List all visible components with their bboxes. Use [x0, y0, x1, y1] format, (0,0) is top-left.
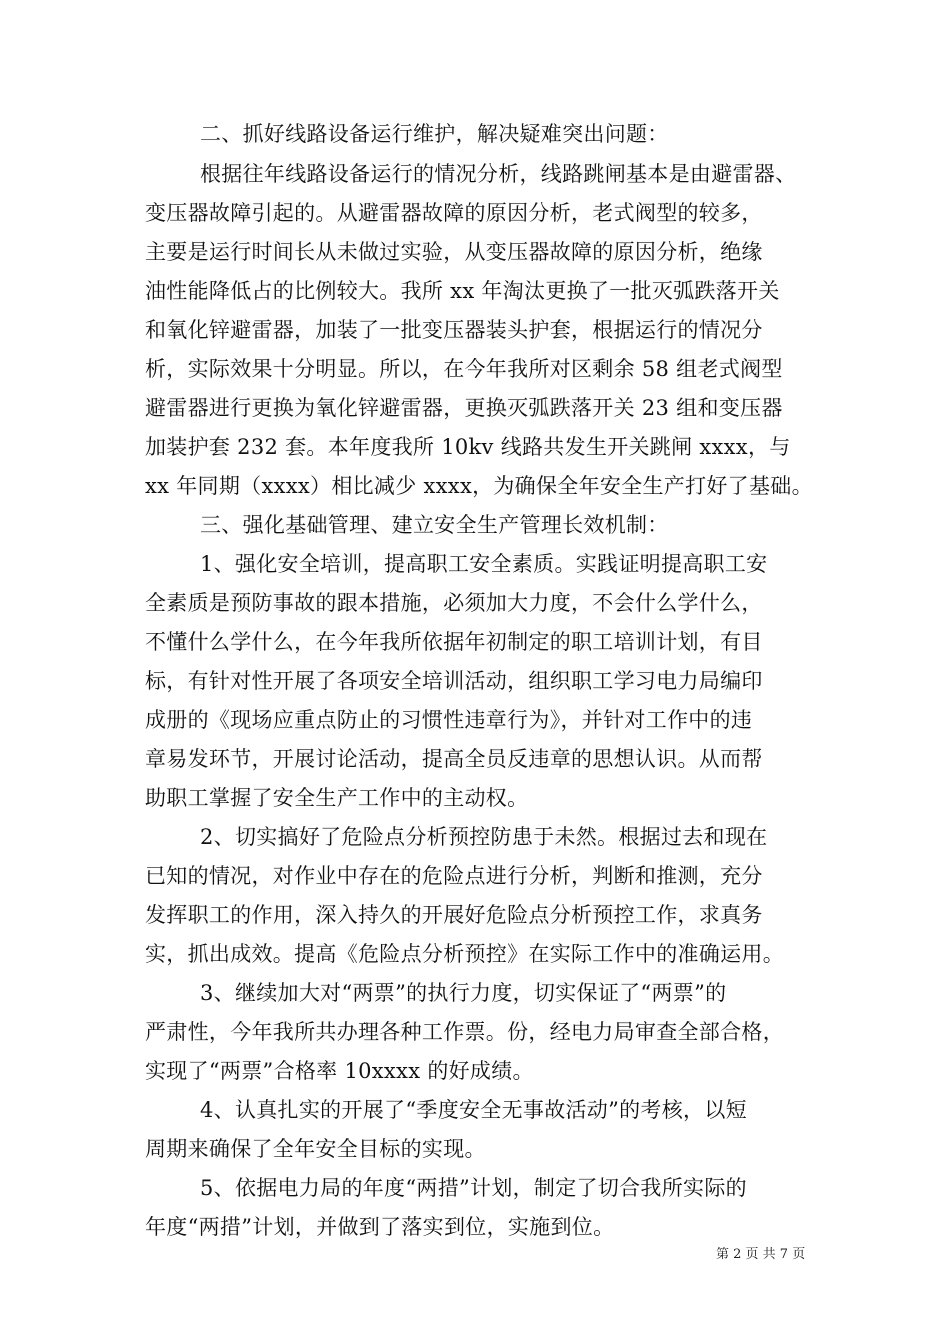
paragraph-line: xx 年同期（xxxx）相比减少 xxxx，为确保全年安全生产打好了基础。 — [145, 474, 813, 498]
paragraph-line: 章易发环节，开展讨论活动，提高全员反违章的思想认识。从而帮 — [145, 747, 763, 771]
paragraph-line: 加装护套 232 套。本年度我所 10kv 线路共发生开关跳闸 xxxx，与 — [145, 435, 791, 459]
paragraph-line: 全素质是预防事故的跟本措施，必须加大力度，不会什么学什么， — [145, 591, 763, 615]
paragraph-line: 实，抓出成效。提高《危险点分析预控》在实际工作中的准确运用。 — [145, 942, 784, 966]
paragraph-line: 析，实际效果十分明显。所以，在今年我所对区剩余 58 组老式阀型 — [145, 357, 783, 381]
paragraph-line: 实现了“两票”合格率 10xxxx 的好成绩。 — [145, 1059, 534, 1083]
paragraph-line: 周期来确保了全年安全目标的实现。 — [145, 1137, 486, 1161]
list-item-5: 5、依据电力局的年度“两措”计划，制定了切合我所实际的 — [200, 1176, 747, 1200]
paragraph-line: 油性能降低占的比例较大。我所 xx 年淘汰更换了一批灭弧跌落开关 — [145, 279, 780, 303]
paragraph-line: 发挥职工的作用，深入持久的开展好危险点分析预控工作，求真务 — [145, 903, 763, 927]
paragraph-line: 严肃性，今年我所共办理各种工作票。份，经电力局审查全部合格， — [145, 1020, 784, 1044]
paragraph-line: 避雷器进行更换为氧化锌避雷器，更换灭弧跌落开关 23 组和变压器 — [145, 396, 783, 420]
paragraph-line: 变压器故障引起的。从避雷器故障的原因分析，老式阀型的较多， — [145, 201, 763, 225]
paragraph-line: 和氧化锌避雷器，加装了一批变压器装头护套，根据运行的情况分 — [145, 318, 763, 342]
list-item-1: 1、强化安全培训，提高职工安全素质。实践证明提高职工安 — [200, 552, 768, 576]
paragraph-line: 成册的《现场应重点防止的习惯性违章行为》，并针对工作中的违 — [145, 708, 753, 732]
paragraph-line: 主要是运行时间长从未做过实验，从变压器故障的原因分析，绝缘 — [145, 240, 763, 264]
paragraph-line: 已知的情况，对作业中存在的危险点进行分析，判断和推测，充分 — [145, 864, 763, 888]
list-item-3: 3、继续加大对“两票”的执行力度，切实保证了“两票”的 — [200, 981, 727, 1005]
paragraph-line: 年度“两措”计划，并做到了落实到位，实施到位。 — [145, 1215, 615, 1239]
list-item-2: 2、切实搞好了危险点分析预控防患于未然。根据过去和现在 — [200, 825, 768, 849]
page-number: 第 2 页 共 7 页 — [716, 1247, 806, 1262]
paragraph-line: 助职工掌握了安全生产工作中的主动权。 — [145, 786, 529, 810]
section-heading-3: 三、强化基础管理、建立安全生产管理长效机制： — [200, 513, 669, 537]
list-item-4: 4、认真扎实的开展了“季度安全无事故活动”的考核，以短 — [200, 1098, 747, 1122]
paragraph-line: 标，有针对性开展了各项安全培训活动，组织职工学习电力局编印 — [145, 669, 763, 693]
section-heading-2: 二、抓好线路设备运行维护，解决疑难突出问题： — [200, 122, 669, 146]
paragraph-line: 不懂什么学什么，在今年我所依据年初制定的职工培训计划，有目 — [145, 630, 763, 654]
paragraph-line: 根据往年线路设备运行的情况分析，线路跳闸基本是由避雷器、 — [200, 162, 797, 186]
